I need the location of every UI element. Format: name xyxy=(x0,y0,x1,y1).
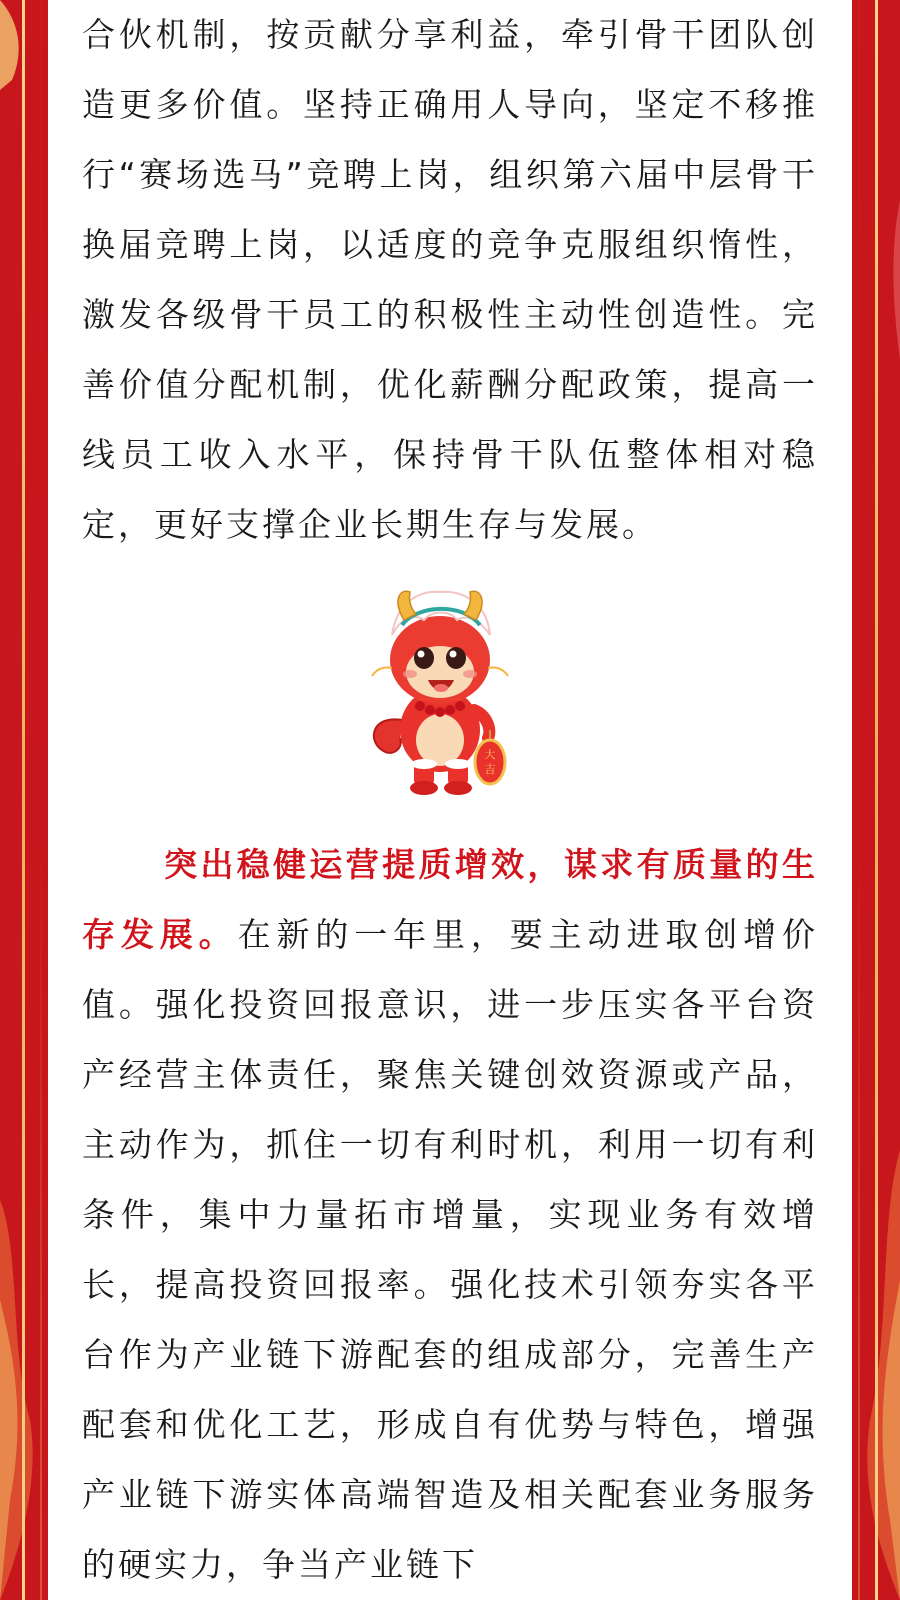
left-gold-stripe xyxy=(22,0,25,1600)
paragraph-1: 合伙机制，按贡献分享利益，牵引骨干团队创造更多价值。坚持正确用人导向，坚定不移推行“赛场选马”竞聘上岗，组织第六届中层骨干换届竞聘上岗，以适度的竞争克服组织惰性，激发各级骨干员工的积极性主动性创造性。完善价值分配机制，优化薪酬分配政策，提高一线员工收入水平，保持骨干队伍整体相对稳定，更好支撑企业长期生存与发展。 xyxy=(82,15,818,544)
dragon-mascot-icon xyxy=(362,580,522,805)
lantern-text-top: 大 xyxy=(484,748,496,761)
paragraph-2-heading: 突出稳健运营提质增效，谋求有质量的生存发展。 xyxy=(82,845,818,954)
paragraph-2-body: 在新的一年里，要主动进取创增价值。强化投资回报意识，进一步压实各平台资产经营主体责任，聚焦关键创效资源或产品，主动作为，抓住一切有利时机，利用一切有利条件，集中力量拓市增量，实现业务有效增长，提高投资回报率。强化技术引领夯实各平台作为产业链下游配套的组成部分，完善生产配套和优化工艺，形成自有优势与特色，增强产业链下游实体高端智造及相关配套业务服务的硬实力，争当产业链下 xyxy=(82,915,819,1584)
right-border-decoration xyxy=(860,0,900,1600)
lantern-text-bottom: 吉 xyxy=(484,763,496,776)
right-gold-stripe xyxy=(875,0,878,1600)
article-page xyxy=(42,0,858,1600)
left-border-decoration xyxy=(0,0,40,1600)
paragraph-2 xyxy=(82,830,818,1600)
